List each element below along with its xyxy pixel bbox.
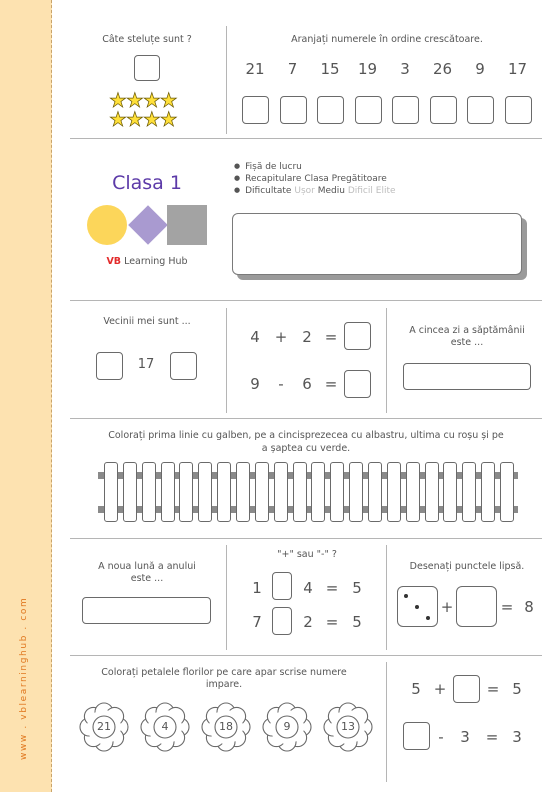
bullet-item: ● Recapitulare Clasa Pregătitoare [234,173,396,185]
order-number: 17 [507,60,528,78]
flower-row [78,701,378,753]
sign-operand: 1 [252,579,262,597]
sign-equals: = [325,613,339,631]
square-shape [167,205,207,245]
order-answer-box[interactable] [355,96,382,124]
flower-number: 9 [283,720,291,733]
flower[interactable] [78,701,126,749]
fence-picket[interactable] [179,462,193,522]
dots-result: 8 [524,598,534,616]
fence-picket[interactable] [217,462,231,522]
page-title: Clasa 1 [112,172,182,194]
order-answer-box[interactable] [280,96,307,124]
sign-operand: 2 [303,613,313,631]
sign-box[interactable] [272,607,292,635]
missing-operator: - [438,728,444,746]
sign-equals: = [325,579,339,597]
sign-box[interactable] [272,572,292,600]
order-number: 26 [432,60,453,78]
neighbors-title: Vecinii mei sunt ... [103,316,191,327]
ninth-month-title: A noua lună a anului [98,561,196,572]
missing-answer-box[interactable] [403,722,430,750]
missing-equals: = [485,728,499,746]
fence-picket[interactable] [406,462,420,522]
missing-result: 3 [512,728,522,746]
eq-answer-box[interactable] [344,370,371,398]
dice-dot [426,616,430,620]
ninth-month-answer[interactable] [82,597,211,624]
info-list [234,161,396,197]
missing-operand: 3 [460,728,470,746]
fence-instruction: Colorați prima linie cu galben, pe a cincisprezecea cu albastru, ultima cu roșu și pe [108,430,504,441]
order-number: 7 [287,60,298,78]
dice-answer-box[interactable] [456,586,497,627]
order-answer-box[interactable] [317,96,344,124]
circle-shape [87,205,127,245]
fence-picket[interactable] [425,462,439,522]
sign-operand: 7 [252,613,262,631]
fence-picket[interactable] [387,462,401,522]
flower[interactable] [322,701,370,749]
fence-picket[interactable] [462,462,476,522]
flower-number: 21 [97,720,111,733]
fence-picket[interactable] [104,462,118,522]
flower-number: 4 [161,720,169,733]
divider [386,545,387,650]
flower-number: 18 [219,720,233,733]
flower[interactable] [261,701,309,749]
fence-picket[interactable] [123,462,137,522]
fence-picket[interactable] [161,462,175,522]
order-answer-box[interactable] [242,96,269,124]
ninth-month-suffix: este ... [130,573,164,584]
order-answer-boxes [240,96,540,124]
eq-operator: + [274,328,288,346]
order-number: 3 [400,60,410,78]
diamond-shape [128,205,168,245]
eq-operand: 4 [250,328,260,346]
fence-picket[interactable] [198,462,212,522]
flowers-instruction: Colorați petalele florilor pe care apar scrise numere [101,667,347,678]
order-number: 21 [245,60,265,78]
fence-picket[interactable] [311,462,325,522]
fence [104,462,514,522]
order-answer-box[interactable] [467,96,494,124]
fence-picket[interactable] [349,462,363,522]
fifth-day-answer[interactable] [403,363,531,390]
fence-picket[interactable] [443,462,457,522]
fence-instruction: a șaptea cu verde. [261,443,351,454]
stars-question: Câte steluțe sunt ? [102,34,192,45]
sign-result: 5 [352,579,362,597]
dots-equals: = [500,598,514,616]
flower-number: 13 [341,720,355,733]
stars-answer-box[interactable] [134,55,160,81]
missing-operator: + [433,680,447,698]
flower[interactable] [139,701,187,749]
eq-equals: = [324,375,338,393]
divider [226,545,227,650]
eq-answer-box[interactable] [344,322,371,350]
sign-operand: 4 [303,579,313,597]
neighbor-number: 17 [137,357,155,372]
neighbor-right-box[interactable] [170,352,197,380]
brand-logo: VB Learning Hub [106,256,188,267]
order-answer-box[interactable] [505,96,532,124]
fifth-day-suffix: este ... [450,337,484,348]
order-number: 19 [357,60,378,78]
missing-operand: 5 [411,680,421,698]
level-medium: Mediu [317,186,345,196]
fence-picket[interactable] [274,462,288,522]
notes-box[interactable] [232,213,522,275]
sign-result: 5 [352,613,362,631]
flower[interactable] [200,701,248,749]
fence-picket[interactable] [236,462,250,522]
fence-picket[interactable] [142,462,156,522]
fence-picket[interactable] [255,462,269,522]
divider [386,308,387,413]
divider [70,418,542,419]
eq-operand: 6 [302,375,312,393]
divider [226,308,227,413]
eq-equals: = [324,328,338,346]
stars-row: ★★★★ [109,88,177,112]
order-number: 15 [320,60,340,78]
divider [386,662,387,782]
flowers-instruction: impare. [205,679,243,690]
order-numbers [240,60,540,80]
eq-operator: - [278,375,284,393]
fifth-day-title: A cincea zi a săptămânii [409,325,525,336]
missing-result: 5 [512,680,522,698]
dots-plus: + [440,598,454,616]
level-elite: Elite [375,186,396,196]
neighbor-left-box[interactable] [96,352,123,380]
missing-answer-box[interactable] [453,675,480,703]
order-answer-box[interactable] [430,96,457,124]
fence-picket[interactable] [481,462,495,522]
stars-row: ★★★★ [109,107,177,131]
divider [70,300,542,301]
divider [70,538,542,539]
fence-picket[interactable] [293,462,307,522]
order-number: 9 [475,60,485,78]
missing-equals: = [486,680,500,698]
dots-title: Desenați punctele lipsă. [409,561,525,572]
dice-dot [415,605,419,609]
fence-picket[interactable] [330,462,344,522]
difficulty-row [234,185,396,197]
divider [70,138,542,139]
eq-operand: 9 [250,375,260,393]
difficulty-label: Dificultate [245,186,292,196]
level-hard: Dificil [347,186,373,196]
order-answer-box[interactable] [392,96,419,124]
fence-picket[interactable] [500,462,514,522]
bullet-item: ● Fișă de lucru [234,161,396,173]
eq-operand: 2 [302,328,312,346]
dice-box [397,586,438,627]
divider [70,655,542,656]
signs-title: "+" sau "-" ? [277,549,337,560]
website-label: www . vblearninghub . com [19,596,29,760]
dice-dot [404,594,408,598]
level-easy: Ușor [294,186,315,196]
order-instruction: Aranjați numerele în ordine crescătoare. [291,34,483,45]
fence-picket[interactable] [368,462,382,522]
divider [226,26,227,134]
